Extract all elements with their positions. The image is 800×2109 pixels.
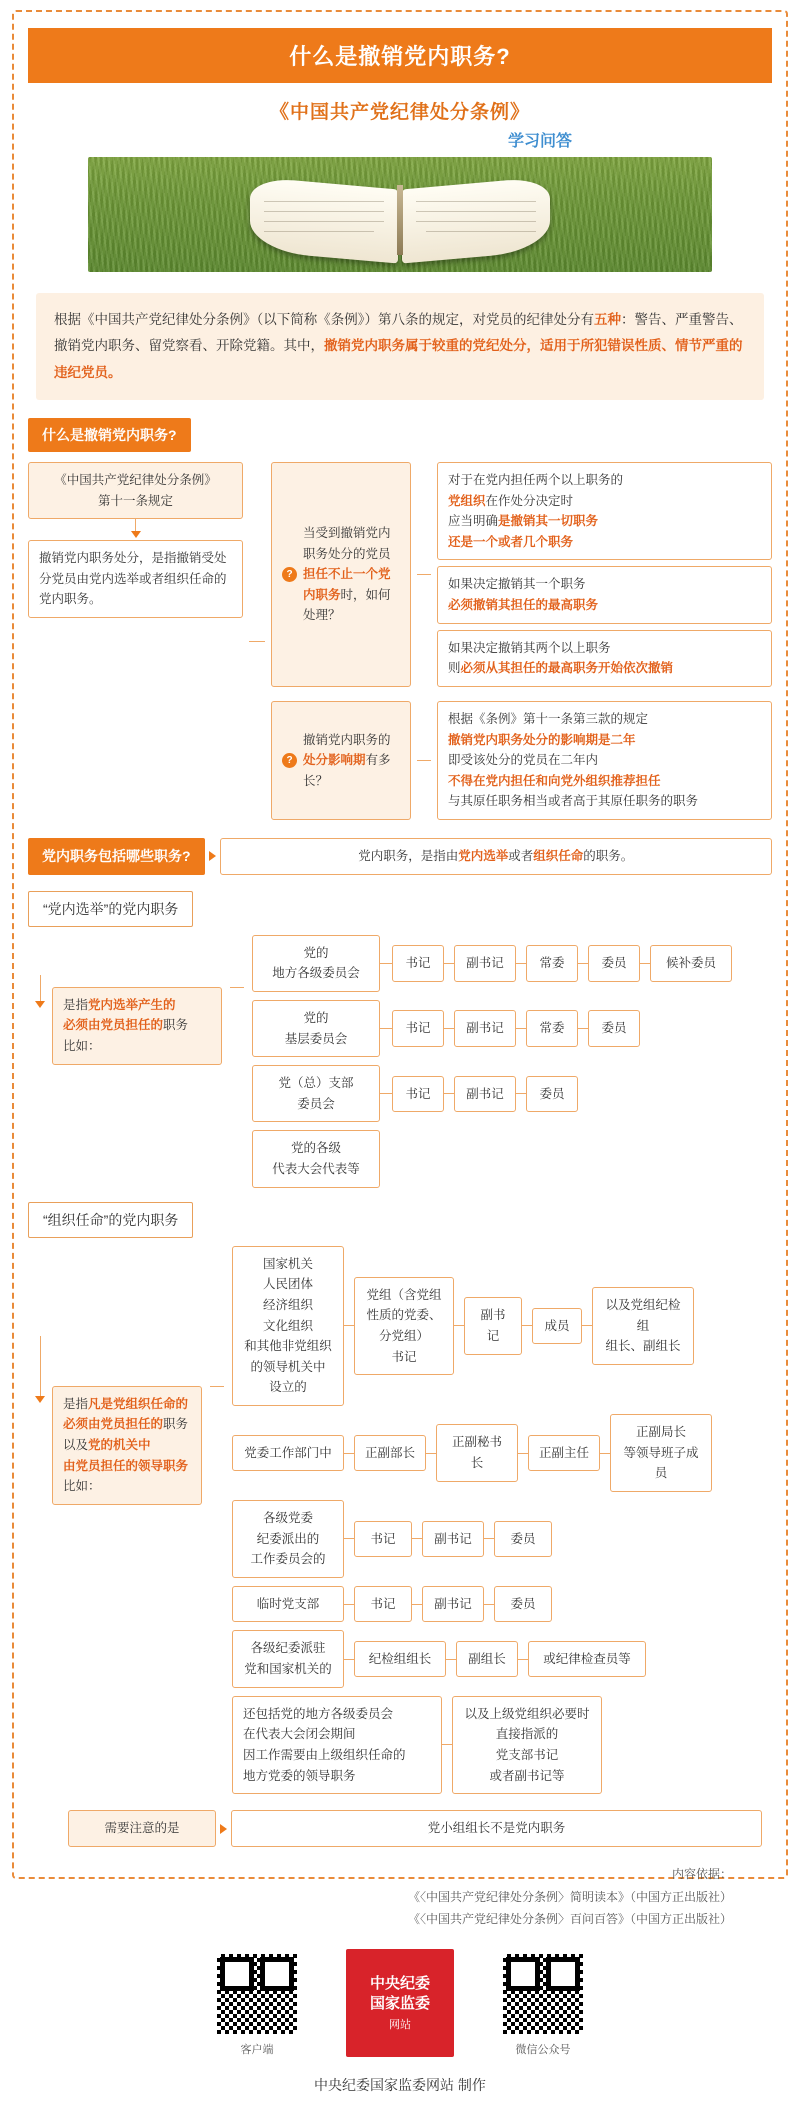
seal-line-3: 网站 [389, 2018, 411, 2031]
ccdi-seal [346, 1949, 454, 2057]
qr-code-icon[interactable] [214, 1951, 300, 2037]
page-title: 什么是撤销党内职务? [28, 28, 772, 83]
answer-1c-line1: 如果决定撤销其两个以上职务 [448, 640, 611, 655]
section-which-posts [28, 838, 772, 875]
s3-org-3: 党的各级 代表大会代表等 [252, 1130, 380, 1187]
note-text: 党小组组长不是党内职务 [231, 1810, 762, 1847]
s4-post-1-1: 正副秘书长 [436, 1424, 518, 1481]
seal-line-2: 国家监委 [369, 1995, 430, 2013]
book-on-grass-image [88, 157, 712, 272]
s4-tail-1: 正副局长 等领导班子成员 [610, 1414, 712, 1492]
section2-heading: 党内职务包括哪些职务? [28, 838, 205, 875]
down-arrow-icon [35, 1396, 45, 1403]
answer-2-line4: 不得在党内担任和向党外组织推荐担任 [448, 773, 661, 788]
section1-heading: 什么是撤销党内职务? [28, 418, 191, 452]
qr-app-caption: 客户端 [240, 2044, 274, 2057]
s3-post-0-4: 候补委员 [650, 945, 732, 982]
s3-post-0-3: 委员 [588, 945, 640, 982]
table-row [232, 1696, 772, 1795]
s3-org-1: 党的 基层委员会 [252, 1000, 380, 1057]
intro-text-1: 根据《中国共产党纪律处分条例》（以下简称《条例》）第八条的规定，对党员的纪律处分有 [54, 312, 594, 327]
definition-box: 撤销党内职务处分，是指撤销受处分党员由党内选举或者组织任命的党内职务。 [28, 540, 243, 618]
s3-post-0-1: 副书记 [454, 945, 516, 982]
source-line-1: 《〈中国共产党纪律处分条例〉简明读本》（中国方正出版社） [407, 1889, 732, 1904]
answer-1c-line2: 则必须从其担任的最高职务开始依次撤销 [448, 661, 674, 676]
s3-post-2-1: 副书记 [454, 1076, 516, 1113]
answer-1b-line2: 必须撤销其担任的最高职务 [448, 598, 599, 613]
s3-post-1-3: 委员 [588, 1010, 640, 1047]
answer-1c-box [437, 630, 772, 687]
s4-post-3-0: 书记 [354, 1586, 412, 1623]
right-arrow-icon [220, 1824, 227, 1834]
intro-five: 五种 [594, 312, 621, 327]
s4-post-4-1: 副组长 [456, 1641, 518, 1678]
s3-post-1-1: 副书记 [454, 1010, 516, 1047]
qr-wechat[interactable] [500, 1951, 586, 2057]
s3-lead-l1: 是指党内选举产生的 [63, 997, 176, 1012]
section4-lead-box [52, 1386, 202, 1505]
s4-post-0-0: 副书记 [464, 1297, 522, 1354]
answer-1a-line1: 对于在党内担任两个以上职务的 [448, 472, 624, 487]
question-1-box [271, 462, 411, 687]
s4-post-1-0: 正副部长 [354, 1435, 426, 1472]
s3-post-0-0: 书记 [392, 945, 444, 982]
s4-post-4-0: 纪检组组长 [354, 1641, 446, 1678]
source-title: 内容依据： [671, 1866, 732, 1881]
answer-2-box [437, 701, 772, 820]
s4-tail-5: 以及上级党组织必要时 直接指派的 党支部书记 或者副书记等 [452, 1696, 602, 1795]
section2-answer-box [220, 838, 772, 875]
note-row [68, 1810, 762, 1847]
table-row [232, 1500, 772, 1578]
open-book-icon [250, 183, 550, 257]
right-arrow-icon [209, 851, 216, 861]
s4-post-2-1: 副书记 [422, 1521, 484, 1558]
answer-1a-line2: 党组织在作处分决定时 [448, 493, 574, 508]
s4-post-1-2: 正副主任 [528, 1435, 600, 1472]
s3-post-2-2: 委员 [526, 1076, 578, 1113]
s3-lead-l2: 必须由党员担任的职务 [63, 1018, 189, 1033]
section2-answer-text: 党内职务，是指由党内选举或者组织任命的职务。 [358, 849, 634, 864]
table-row [252, 1065, 772, 1122]
s3-org-2: 党（总）支部 委员会 [252, 1065, 380, 1122]
qr-code-icon[interactable] [500, 1951, 586, 2037]
section-appointed-posts [28, 1202, 772, 1795]
s4-post-4-2: 或纪律检查员等 [528, 1641, 646, 1678]
answer-1b-box [437, 566, 772, 623]
answer-1a-line4: 还是一个或者几个职务 [448, 534, 574, 549]
section-what-is-revocation [28, 418, 772, 820]
s3-lead-l3: 比如： [63, 1038, 101, 1053]
s4-lead-l5: 比如： [63, 1479, 101, 1494]
s3-post-2-0: 书记 [392, 1076, 444, 1113]
s4-lead-l2: 必须由党员担任的职务 [63, 1417, 189, 1432]
down-arrow-icon [131, 531, 141, 538]
seal-line-1: 中央纪委 [369, 1975, 430, 1993]
s4-lead-l3: 以及党的机关中 [63, 1437, 151, 1452]
intro-paragraph [36, 293, 764, 400]
table-row [252, 935, 772, 992]
s4-post-2-2: 委员 [494, 1521, 552, 1558]
section-elected-posts [28, 891, 772, 1188]
footer-qr-row [0, 1939, 800, 2057]
s4-mid-0: 党组（含党组性质的党委、分党组） 书记 [354, 1277, 454, 1376]
s4-tail-0: 以及党组纪检组 组长、副组长 [592, 1287, 694, 1365]
section3-lead-box [52, 987, 222, 1065]
s4-org-2: 各级党委 纪委派出的 工作委员会的 [232, 1500, 344, 1578]
s3-org-0: 党的 地方各级委员会 [252, 935, 380, 992]
table-row [232, 1414, 772, 1492]
hero-book-title: 《中国共产党纪律处分条例》 [269, 102, 530, 123]
s4-post-3-1: 副书记 [422, 1586, 484, 1623]
section3-heading: “党内选举”的党内职务 [28, 891, 193, 927]
table-row [252, 1000, 772, 1057]
answer-2-line5: 与其原任职务相当或者高于其原任职务的职务 [448, 794, 699, 809]
s4-post-0-1: 成员 [532, 1308, 582, 1345]
down-arrow-icon [35, 1001, 45, 1008]
question-mark-icon: ? [282, 567, 297, 582]
s3-post-0-2: 常委 [526, 945, 578, 982]
answer-1a-line3: 应当明确是撤销其一切职务 [448, 514, 599, 529]
table-row [232, 1630, 772, 1687]
hero-subtitle: 学习问答 [507, 133, 572, 150]
s4-org-5: 还包括党的地方各级委员会 在代表大会闭会期间 因工作需要由上级组织任命的 地方党委的领导职务 [232, 1696, 442, 1795]
s4-org-3: 临时党支部 [232, 1586, 344, 1623]
answer-2-line2: 撤销党内职务处分的影响期是二年 [448, 732, 636, 747]
question-mark-icon: ? [282, 753, 297, 768]
answer-1b-line1: 如果决定撤销其一个职务 [448, 577, 586, 592]
credit-line: 中央纪委国家监委网站 制作 [314, 2077, 486, 2094]
hero-banner [88, 97, 712, 277]
s4-org-1: 党委工作部门中 [232, 1435, 344, 1472]
source-line-2: 《〈中国共产党纪律处分条例〉百问百答》（中国方正出版社） [407, 1912, 732, 1927]
s3-post-1-2: 常委 [526, 1010, 578, 1047]
intro-highlight: 撤销党内职务属于较重的党纪处分，适用于所犯错误性质、情节严重的违纪党员。 [54, 338, 743, 380]
question-1-text: 当受到撤销党内职务处分的党员担任不止一个党内职务时，如何处理？ [303, 525, 391, 623]
answer-2-line1: 根据《条例》第十一条第三款的规定 [448, 711, 649, 726]
answer-1a-box [437, 462, 772, 561]
question-2-box [271, 701, 411, 820]
qr-wechat-caption: 微信公众号 [515, 2044, 571, 2057]
question-2-text: 撤销党内职务的处分影响期有多长？ [303, 732, 391, 788]
s4-post-2-0: 书记 [354, 1521, 412, 1558]
s4-post-3-2: 委员 [494, 1586, 552, 1623]
section4-heading: “组织任命”的党内职务 [28, 1202, 193, 1238]
s4-org-0: 国家机关 人民团体 经济组织 文化组织 和其他非党组织的领导机关中 设立的 [232, 1246, 344, 1406]
table-row [252, 1130, 772, 1187]
rule-reference-box: 《中国共产党纪律处分条例》 第十一条规定 [28, 462, 243, 519]
intro-text-2: ：警告、严重警告、撤销党内职务、留党察看、开除党籍。其中， [54, 312, 743, 354]
note-label: 需要注意的是 [68, 1810, 216, 1847]
qr-app[interactable] [214, 1951, 300, 2057]
s4-lead-l4: 由党员担任的领导职务 [63, 1458, 189, 1473]
table-row [232, 1586, 772, 1623]
s4-lead-l1: 是指凡是党组织任命的 [63, 1396, 189, 1411]
source-block [28, 1847, 772, 1939]
s3-post-1-0: 书记 [392, 1010, 444, 1047]
s4-org-4: 各级纪委派驻 党和国家机关的 [232, 1630, 344, 1687]
table-row [232, 1246, 772, 1406]
answer-2-line3: 即受该处分的党员在二年内 [448, 753, 599, 768]
